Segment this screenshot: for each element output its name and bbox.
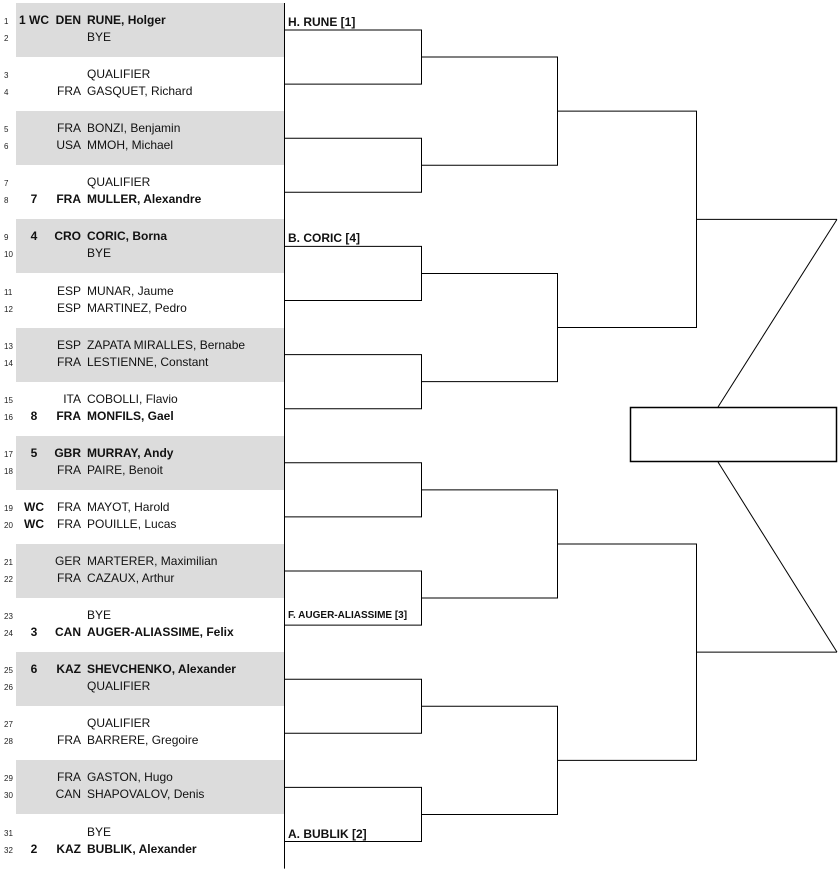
country-code: CAN (55, 787, 81, 802)
round-winner-label: A. BUBLIK [2] (288, 826, 367, 841)
name-separator: , (135, 571, 142, 585)
draw-position: 28 (4, 737, 13, 747)
country-code: DEN (55, 13, 81, 27)
player-surname: BYE (87, 824, 112, 839)
seed-label: 5 (30, 445, 38, 460)
bracket-connector (422, 273, 558, 381)
player-surname: BONZI (87, 121, 124, 136)
name-separator: , (154, 554, 161, 568)
player-firstname: Jaume (137, 283, 174, 298)
draw-position: 31 (4, 828, 13, 838)
draw-position: 18 (4, 466, 13, 476)
name-separator: , (141, 408, 148, 423)
player-surname: LESTIENNE (87, 354, 154, 369)
player-surname: BYE (87, 246, 112, 261)
name-separator: , (122, 462, 129, 477)
player-surname: MULLER (87, 192, 137, 207)
country-code: USA (56, 138, 81, 153)
draw-position: 3 (4, 71, 9, 81)
draw-position: 22 (4, 575, 13, 584)
country-code: ESP (56, 283, 81, 298)
round-winner-label: F. AUGER-ALIASSIME [3] (288, 610, 408, 622)
player-surname: BUBLIK (87, 841, 133, 856)
seed-label: WC (24, 499, 44, 514)
country-code: FRA (57, 516, 81, 531)
draw-position: 19 (4, 503, 13, 513)
player-surname: PAIRE (87, 462, 123, 477)
name-separator: , (167, 787, 174, 802)
name-separator: , (144, 84, 152, 99)
country-code: KAZ (56, 662, 81, 677)
draw-position: 5 (4, 125, 9, 135)
player-firstname: Bernabe (199, 337, 246, 352)
name-separator: , (193, 337, 200, 352)
draw-position: 24 (4, 629, 13, 639)
player-surname: COBOLLI (87, 391, 140, 406)
player-surname: BYE (87, 608, 112, 623)
player-firstname: Gael (147, 408, 174, 423)
country-code: GER (54, 554, 81, 568)
player-firstname: Maximilian (160, 554, 218, 568)
draw-position: 6 (4, 142, 9, 152)
player-surname: BYE (87, 30, 112, 44)
country-code: FRA (57, 571, 81, 585)
player-firstname: Pedro (154, 300, 187, 315)
name-separator: , (125, 229, 133, 244)
seed-label: WC (24, 516, 44, 531)
seed-label: 2 (30, 841, 38, 856)
seed-label: 7 (30, 192, 38, 207)
country-code: FRA (57, 354, 81, 369)
player-firstname: Benoit (128, 462, 163, 477)
player-firstname: Denis (173, 787, 205, 802)
draw-position: 23 (4, 612, 13, 622)
name-separator: , (137, 516, 145, 531)
player-surname: QUALIFIER (87, 175, 151, 190)
seed-label: 6 (30, 662, 38, 677)
country-code: CRO (54, 229, 81, 244)
country-code: FRA (57, 770, 81, 785)
player-firstname: Harold (134, 499, 170, 514)
country-code: FRA (57, 84, 81, 99)
draw-position: 16 (4, 412, 13, 422)
name-separator: , (199, 625, 207, 640)
player-firstname: Constant (160, 354, 209, 369)
draw-position: 14 (4, 358, 13, 368)
country-code: FRA (56, 192, 81, 207)
player-surname: ZAPATA MIRALLES (87, 337, 194, 352)
draw-position: 2 (4, 34, 9, 43)
draw-position: 30 (4, 791, 13, 801)
seed-label: 1 WC (19, 13, 49, 27)
country-code: KAZ (56, 841, 81, 856)
bracket-connector (285, 571, 422, 625)
player-firstname: Lucas (144, 516, 177, 531)
draw-position: 25 (4, 666, 13, 676)
player-surname: QUALIFIER (87, 716, 151, 731)
name-separator: , (148, 300, 155, 315)
country-code: FRA (56, 408, 81, 423)
player-firstname: Alexander (177, 662, 236, 677)
country-code: GBR (54, 445, 81, 460)
draw-position: 32 (4, 845, 13, 855)
name-separator: , (171, 662, 178, 677)
round-winner-label: H. RUNE [1] (288, 15, 356, 29)
player-surname: SHEVCHENKO (87, 662, 172, 677)
bracket-connector (422, 57, 558, 165)
draw-position: 17 (4, 449, 13, 459)
player-firstname: Holger (127, 13, 166, 27)
name-separator: , (131, 283, 138, 298)
player-surname: POUILLE (87, 516, 138, 531)
player-surname: QUALIFIER (87, 67, 151, 82)
player-firstname: Gregoire (151, 733, 199, 748)
name-separator: , (127, 499, 135, 514)
draw-position: 4 (4, 88, 9, 98)
player-firstname: Benjamin (130, 121, 181, 136)
draw-position: 26 (4, 683, 13, 693)
country-code: CAN (55, 625, 81, 640)
name-separator: , (125, 138, 132, 153)
draw-position: 27 (4, 720, 13, 730)
round-winner-label: B. CORIC [4] (288, 231, 360, 246)
seed-label: 8 (30, 408, 38, 423)
player-surname: RUNE (87, 13, 122, 27)
bracket-connector (422, 706, 558, 814)
draw-position: 8 (4, 196, 9, 206)
player-surname: MAYOT (87, 499, 128, 514)
name-separator: , (137, 192, 144, 207)
player-surname: MMOH (87, 138, 125, 153)
name-separator: , (137, 770, 145, 785)
player-surname: BARRERE (87, 733, 146, 748)
draw-position: 21 (4, 558, 13, 567)
player-firstname: Alexandre (143, 192, 202, 207)
player-surname: MUNAR (87, 283, 131, 298)
player-firstname: Arthur (141, 571, 175, 585)
player-firstname: Alexander (138, 841, 197, 856)
player-firstname: Felix (206, 625, 234, 640)
champion-box (631, 408, 837, 462)
country-code: ESP (56, 300, 81, 315)
name-separator: , (137, 445, 144, 460)
player-surname: MARTERER (87, 554, 155, 568)
draw-position: 12 (4, 304, 13, 314)
player-firstname: Flavio (145, 391, 178, 406)
player-surname: GASQUET (87, 84, 145, 99)
player-surname: CAZAUX (87, 571, 136, 585)
draw-position: 11 (4, 287, 13, 297)
draw-position: 20 (4, 520, 13, 530)
draw-position: 15 (4, 395, 13, 405)
name-separator: , (123, 121, 131, 136)
country-code: FRA (57, 499, 81, 514)
player-surname: MONFILS (87, 408, 141, 423)
bracket-connector (285, 679, 422, 733)
country-code: FRA (57, 121, 81, 136)
bracket-connector (285, 787, 422, 841)
player-firstname: Michael (131, 138, 174, 153)
bracket-connector (558, 111, 697, 327)
bracket-connector (558, 544, 697, 760)
country-code: ESP (56, 337, 81, 352)
player-surname: AUGER-ALIASSIME (87, 625, 200, 640)
bracket-connector (422, 490, 558, 598)
country-code: ITA (63, 391, 81, 406)
country-code: FRA (57, 733, 81, 748)
final-connector (718, 462, 837, 652)
player-surname: QUALIFIER (87, 679, 151, 694)
name-separator: , (153, 354, 161, 369)
player-firstname: Hugo (144, 770, 173, 785)
player-firstname: Borna (132, 229, 168, 244)
bracket-connector (285, 246, 422, 300)
bracket-connector (285, 355, 422, 409)
draw-position: 1 (4, 17, 9, 26)
player-firstname: Richard (151, 84, 193, 99)
player-surname: GASTON (87, 770, 138, 785)
player-firstname: Andy (143, 445, 174, 460)
name-separator: , (145, 733, 152, 748)
seed-label: 3 (30, 625, 38, 640)
player-surname: CORIC (87, 229, 126, 244)
seed-label: 4 (30, 229, 38, 244)
bracket-connector (285, 30, 422, 84)
name-separator: , (139, 391, 146, 406)
draw-position: 29 (4, 774, 13, 784)
country-code: FRA (57, 462, 81, 477)
player-surname: MURRAY (87, 445, 138, 460)
player-surname: SHAPOVALOV (87, 787, 168, 802)
draw-position: 10 (4, 250, 13, 260)
name-separator: , (121, 13, 128, 27)
bracket-connector (285, 138, 422, 192)
player-surname: MARTINEZ (87, 300, 149, 315)
bracket-connector (285, 463, 422, 517)
draw-position: 9 (4, 233, 9, 243)
draw-position: 13 (4, 341, 13, 351)
name-separator: , (132, 841, 139, 856)
draw-position: 7 (4, 179, 9, 189)
final-connector (718, 219, 837, 407)
